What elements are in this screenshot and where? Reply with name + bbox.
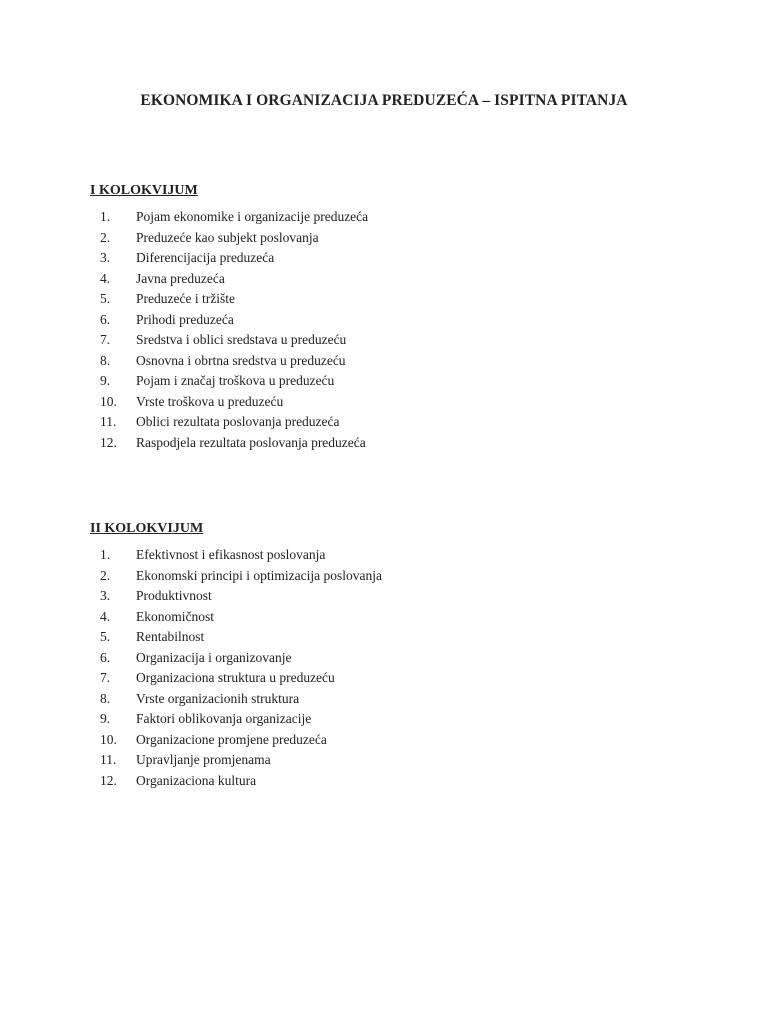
item-text: Produktivnost — [136, 588, 212, 603]
item-text: Organizacione promjene preduzeća — [136, 731, 327, 747]
question-list — [90, 207, 690, 453]
item-number: 6. — [100, 649, 111, 665]
item-number: 8. — [100, 352, 111, 368]
item-text: Organizaciona struktura u preduzeću — [136, 670, 335, 685]
list-item — [90, 689, 690, 710]
item-number: 11. — [100, 752, 117, 767]
item-text: Efektivnost i efikasnost poslovanja — [136, 547, 326, 562]
item-number: 2. — [100, 229, 111, 245]
list-item — [90, 412, 690, 433]
item-text: Sredstva i oblici sredstava u preduzeću — [136, 332, 347, 347]
list-item — [90, 668, 690, 689]
item-text: Pojam ekonomike i organizacije preduzeća — [136, 209, 369, 224]
list-item — [90, 310, 690, 331]
item-number: 1. — [100, 547, 111, 562]
item-text: Raspodjela rezultata poslovanja preduzeća — [136, 434, 366, 450]
item-text: Oblici rezultata poslovanja preduzeća — [136, 414, 340, 429]
list-item — [90, 248, 690, 269]
item-text: Preduzeće kao subjekt poslovanja — [136, 229, 319, 245]
item-text: Vrste organizacionih struktura — [136, 690, 300, 706]
item-number: 11. — [100, 414, 117, 429]
document-title: EKONOMIKA I ORGANIZACIJA PREDUZEĆA – ISPITNA PITANJA — [140, 92, 628, 109]
question-list — [90, 545, 690, 791]
list-item — [90, 392, 690, 413]
item-number: 12. — [100, 772, 117, 788]
list-item — [90, 228, 690, 249]
item-text: Organizaciona kultura — [136, 772, 257, 788]
item-number: 7. — [100, 332, 111, 347]
item-text: Diferencijacija preduzeća — [136, 250, 275, 265]
item-number: 9. — [100, 711, 111, 726]
item-number: 5. — [100, 629, 111, 644]
item-number: 6. — [100, 311, 111, 327]
item-text: Rentabilnost — [136, 629, 205, 644]
item-text: Osnovna i obrtna sredstva u preduzeću — [136, 352, 346, 368]
list-item — [90, 269, 690, 290]
item-number: 2. — [100, 567, 111, 583]
list-item — [90, 545, 690, 566]
list-item — [90, 709, 690, 730]
item-number: 4. — [100, 270, 111, 286]
list-item — [90, 433, 690, 454]
list-item — [90, 648, 690, 669]
item-number: 9. — [100, 373, 111, 388]
list-item — [90, 289, 690, 310]
list-item — [90, 586, 690, 607]
section-heading: I KOLOKVIJUM — [90, 183, 198, 198]
section-heading: II KOLOKVIJUM — [90, 521, 204, 536]
item-number: 12. — [100, 434, 117, 450]
list-item — [90, 371, 690, 392]
item-number: 3. — [100, 588, 111, 603]
item-number: 1. — [100, 209, 111, 224]
section-kolokvijum-1 — [90, 181, 690, 453]
list-item — [90, 730, 690, 751]
item-text: Pojam i značaj troškova u preduzeću — [136, 373, 335, 388]
item-text: Organizacija i organizovanje — [136, 649, 292, 665]
list-item — [90, 607, 690, 628]
item-number: 5. — [100, 291, 111, 306]
item-number: 3. — [100, 250, 111, 265]
item-text: Preduzeće i tržište — [136, 291, 235, 306]
item-number: 10. — [100, 393, 117, 409]
list-item — [90, 627, 690, 648]
list-item — [90, 330, 690, 351]
item-number: 8. — [100, 690, 111, 706]
list-item — [90, 566, 690, 587]
list-item — [90, 771, 690, 792]
item-text: Ekonomski principi i optimizacija poslovanja — [136, 567, 382, 583]
item-number: 4. — [100, 608, 111, 624]
item-text: Faktori oblikovanja organizacije — [136, 711, 312, 726]
item-text: Javna preduzeća — [136, 270, 225, 286]
item-number: 10. — [100, 731, 117, 747]
section-kolokvijum-2 — [90, 519, 690, 791]
item-text: Vrste troškova u preduzeću — [136, 393, 284, 409]
item-text: Upravljanje promjenama — [136, 752, 271, 767]
item-number: 7. — [100, 670, 111, 685]
list-item — [90, 750, 690, 771]
list-item — [90, 207, 690, 228]
item-text: Prihodi preduzeća — [136, 311, 234, 327]
item-text: Ekonomičnost — [136, 608, 214, 624]
list-item — [90, 351, 690, 372]
